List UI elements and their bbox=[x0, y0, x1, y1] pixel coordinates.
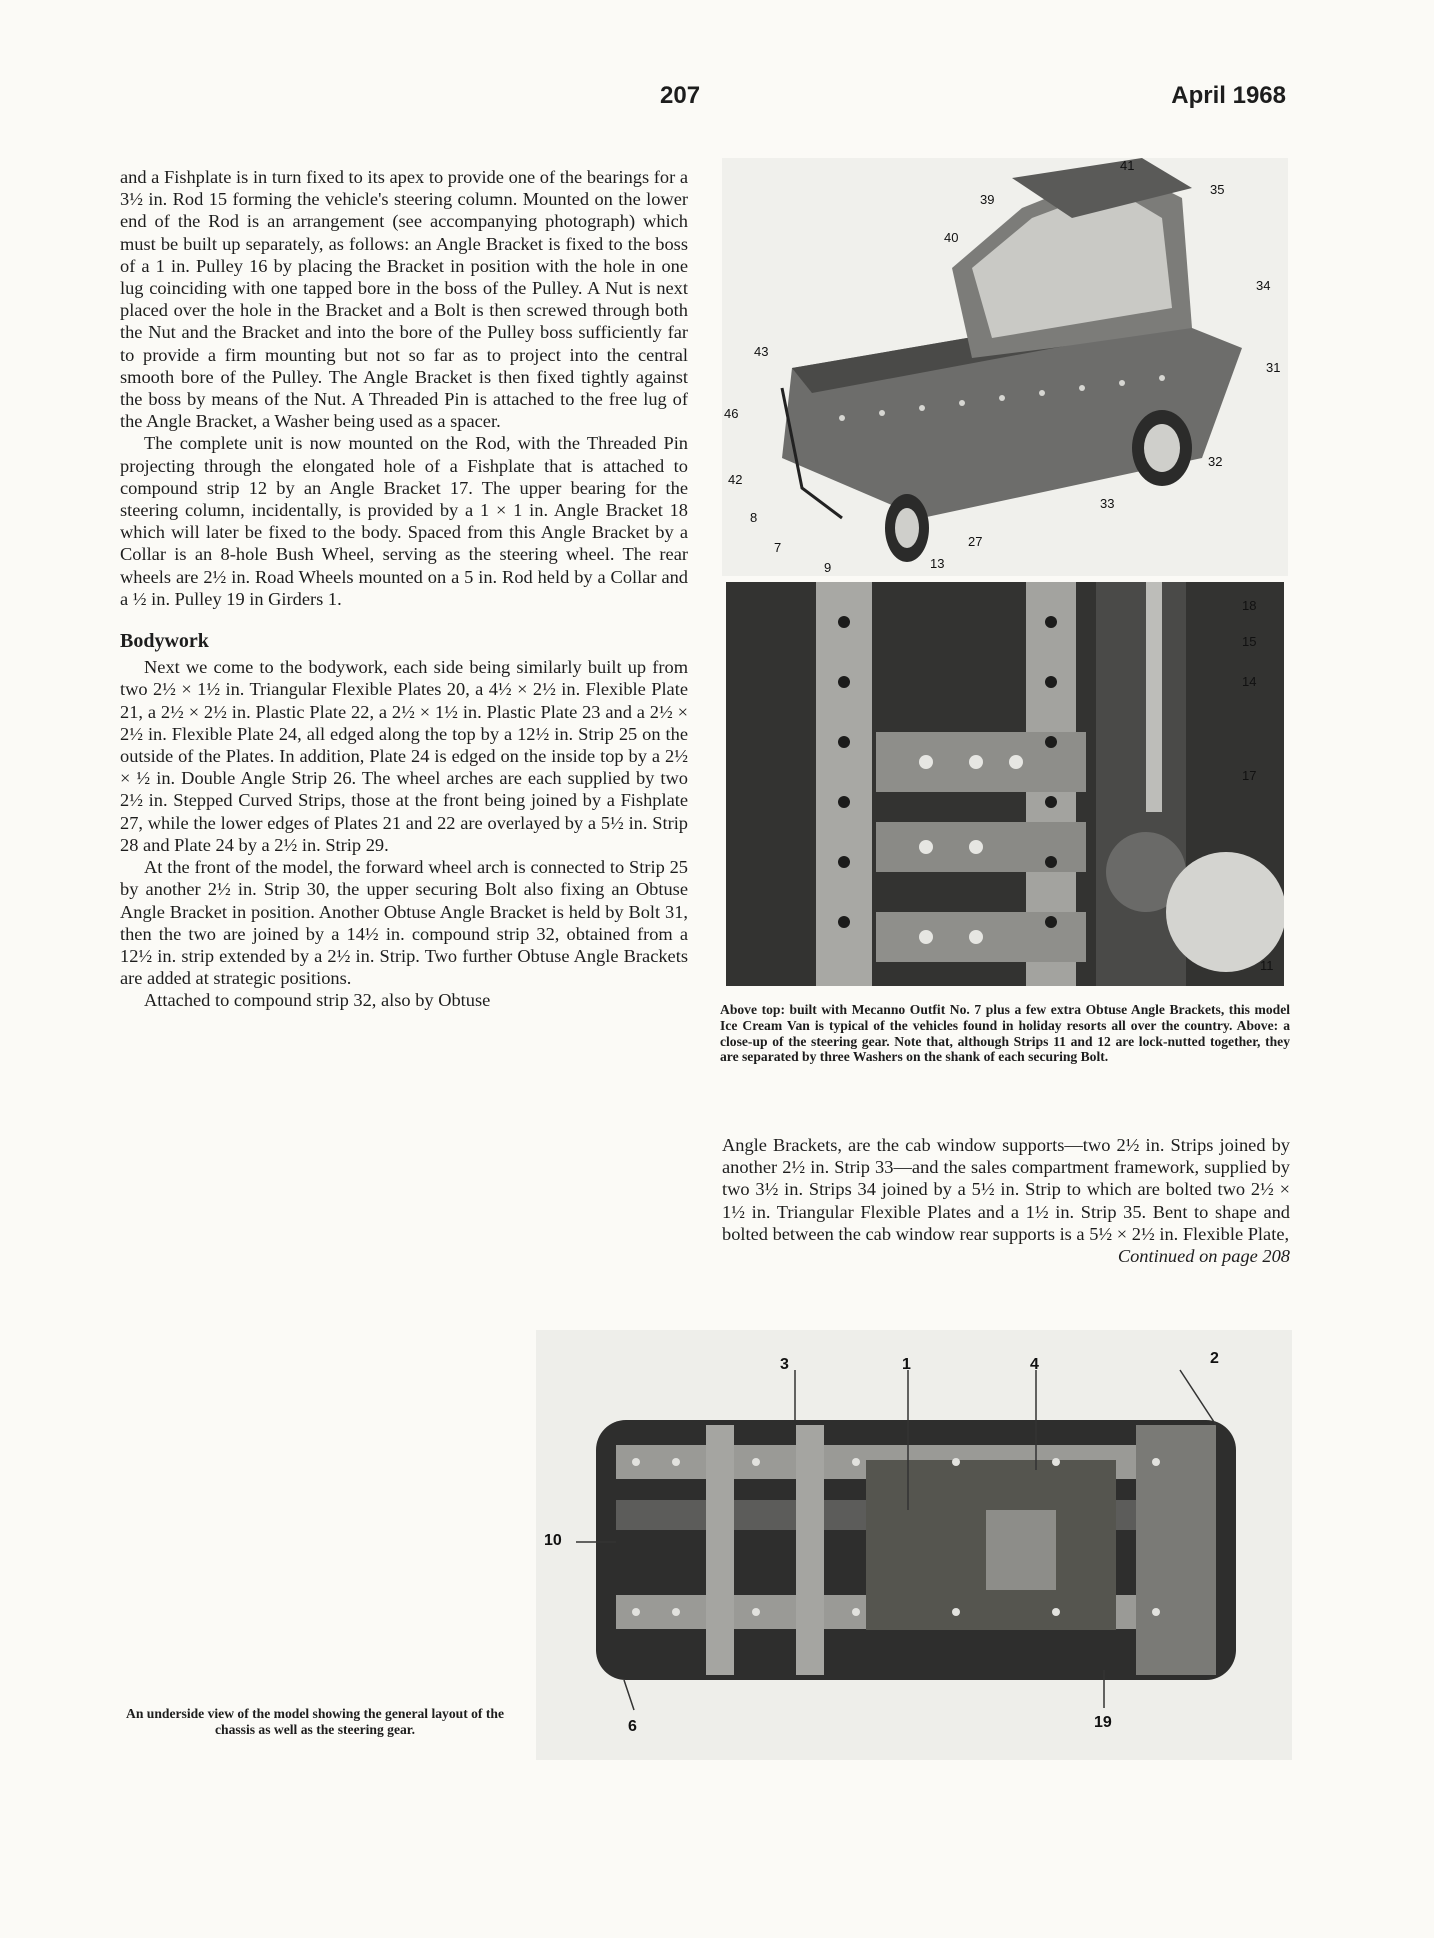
issue-date: April 1968 bbox=[1171, 82, 1286, 109]
underside-label: 6 bbox=[628, 1718, 637, 1735]
van-label: 43 bbox=[754, 344, 769, 359]
page-number: 207 bbox=[660, 82, 701, 109]
steering-label: 14 bbox=[1242, 674, 1257, 689]
underside-label: 3 bbox=[780, 1356, 789, 1373]
underside-label: 10 bbox=[544, 1532, 562, 1549]
photo-caption: Above top: built with Mecanno Outfit No. 7 plus a few extra Obtuse Angle Brackets, this model Ice Cream Van is typical of the vehicles found in holiday resorts all over the country. Above: a close-up of the steering gear. Note that, although Strips 11 and 12 are lock-nutted together, they are separated by three Washers on the shank of each securing Bolt. bbox=[720, 1002, 1290, 1065]
van-label: 42 bbox=[728, 472, 743, 487]
paragraph: The complete unit is now mounted on the Rod, with the Threaded Pin projecting through the elongated hole of a Fishplate that is attached to compound strip 12 by an Angle Bracket 17. The upper bearing for the steering column, incidentally, is provided by a 1 × 1 in. Angle Bracket 18 which will later be fixed to the body. Spaced from this Angle Bracket by a Collar is an 8-hole Bush Wheel, serving as the steering wheel. The rear wheels are 2½ in. Road Wheels mounted on a 5 in. Rod held by a Collar and a ½ in. Pulley 19 in Girders 1. bbox=[120, 433, 688, 609]
steering-label: 11 bbox=[1260, 958, 1274, 973]
paragraph: Angle Brackets, are the cab window supports—two 2½ in. Strips joined by another 2½ in. Strip 33—and the sales compartment framework, supplied by two 3½ in. Strips 34 joined by a 5½ in. Strip to which are bolted two 2½ × 1½ in. Triangular Flexible Plates and a 1½ in. Strip 35. Bent to shape and bolted between the cab window rear supports is a 5½ × 2½ in. Flexible Plate, bbox=[722, 1135, 1290, 1244]
van-label: 8 bbox=[750, 510, 758, 525]
van-label: 41 bbox=[1120, 158, 1135, 173]
van-label: 31 bbox=[1266, 360, 1281, 375]
van-label: 46 bbox=[724, 406, 739, 421]
van-label: 27 bbox=[968, 534, 983, 549]
continued-note: Continued on page 208 bbox=[1117, 1246, 1290, 1267]
steering-label: 17 bbox=[1242, 768, 1257, 783]
paragraph: Attached to compound strip 32, also by Obtuse bbox=[144, 990, 491, 1011]
underside-label: 4 bbox=[1030, 1356, 1039, 1373]
underside-label: 1 bbox=[902, 1356, 911, 1373]
steering-label: 18 bbox=[1242, 598, 1257, 613]
van-photo bbox=[722, 158, 1288, 576]
paragraph: At the front of the model, the forward wheel arch is connected to Strip 25 by another 2½ in. Strip 30, the upper securing Bolt also fixing an Obtuse Angle Bracket in position. Another Obtuse Angle Bracket is held by Bolt 31, then the two are joined by a 14½ in. compound strip 32, obtained from a 12½ in. strip extended by a 2½ in. Strip. Two further Obtuse Angle Brackets are added at strategic positions. bbox=[120, 857, 688, 989]
underside-label: 19 bbox=[1094, 1714, 1112, 1731]
van-label: 7 bbox=[774, 540, 782, 555]
van-label: 9 bbox=[824, 560, 832, 575]
van-label: 13 bbox=[930, 556, 945, 571]
van-label: 34 bbox=[1256, 278, 1271, 293]
van-label: 33 bbox=[1100, 496, 1115, 511]
underside-label: 2 bbox=[1210, 1350, 1219, 1367]
underside-photo bbox=[536, 1330, 1292, 1760]
paragraph: Next we come to the bodywork, each side being similarly built up from two 2½ × 1½ in. Triangular Flexible Plates 20, a 4½ × 2½ in. Flexible Plate 21, a 2½ × 2½ in. Plastic Plate 22, a 2½ × 1½ in. Plastic Plate 23 and a 2½ × 2½ in. Flexible Plate 24, all edged along the top by a 12½ in. Strip 25 on the outside of the Plates. In addition, Plate 24 is edged on the inside top by a 2½ × ½ in. Double Angle Strip 26. The wheel arches are each supplied by two 2½ in. Stepped Curved Strips, those at the front being joined by a Fishplate 27, while the lower edges of Plates 21 and 22 are overlayed by a 5½ in. Strip 28 and Plate 24 by a 2½ in. Strip 29. bbox=[120, 657, 688, 855]
van-label: 39 bbox=[980, 192, 995, 207]
steering-photo bbox=[726, 582, 1284, 986]
underside-caption: An underside view of the model showing the general layout of the chassis as well as the steering gear. bbox=[126, 1706, 504, 1737]
right-column bbox=[722, 1134, 1290, 1267]
van-label: 35 bbox=[1210, 182, 1225, 197]
van-label: 32 bbox=[1208, 454, 1223, 469]
steering-label: 15 bbox=[1242, 634, 1257, 649]
section-heading: Bodywork bbox=[120, 630, 209, 653]
left-column bbox=[120, 166, 688, 1012]
paragraph: and a Fishplate is in turn fixed to its apex to provide one of the bearings for a 3½ in. Rod 15 forming the vehicle's steering column. Mounted on the lower end of the Rod is an arrangement (see accompanying photograph) which must be built up separately, as follows: an Angle Bracket is fixed to the boss of a 1 in. Pulley 16 by placing the Bracket in position with the hole in one lug coinciding with one tapped bore in the boss of the Pulley. A Nut is next placed over the hole in the Bracket and a Bolt is then screwed through both the Nut and the Bracket and into the bore of the Pulley boss sufficiently far to provide a firm mounting but not so far as to project into the central smooth bore of the Pulley. The Angle Bracket is then fixed tightly against the boss by means of the Nut. A Threaded Pin is attached to the free lug of the Angle Bracket, a Washer being used as a spacer. bbox=[120, 167, 688, 432]
van-label: 40 bbox=[944, 230, 959, 245]
